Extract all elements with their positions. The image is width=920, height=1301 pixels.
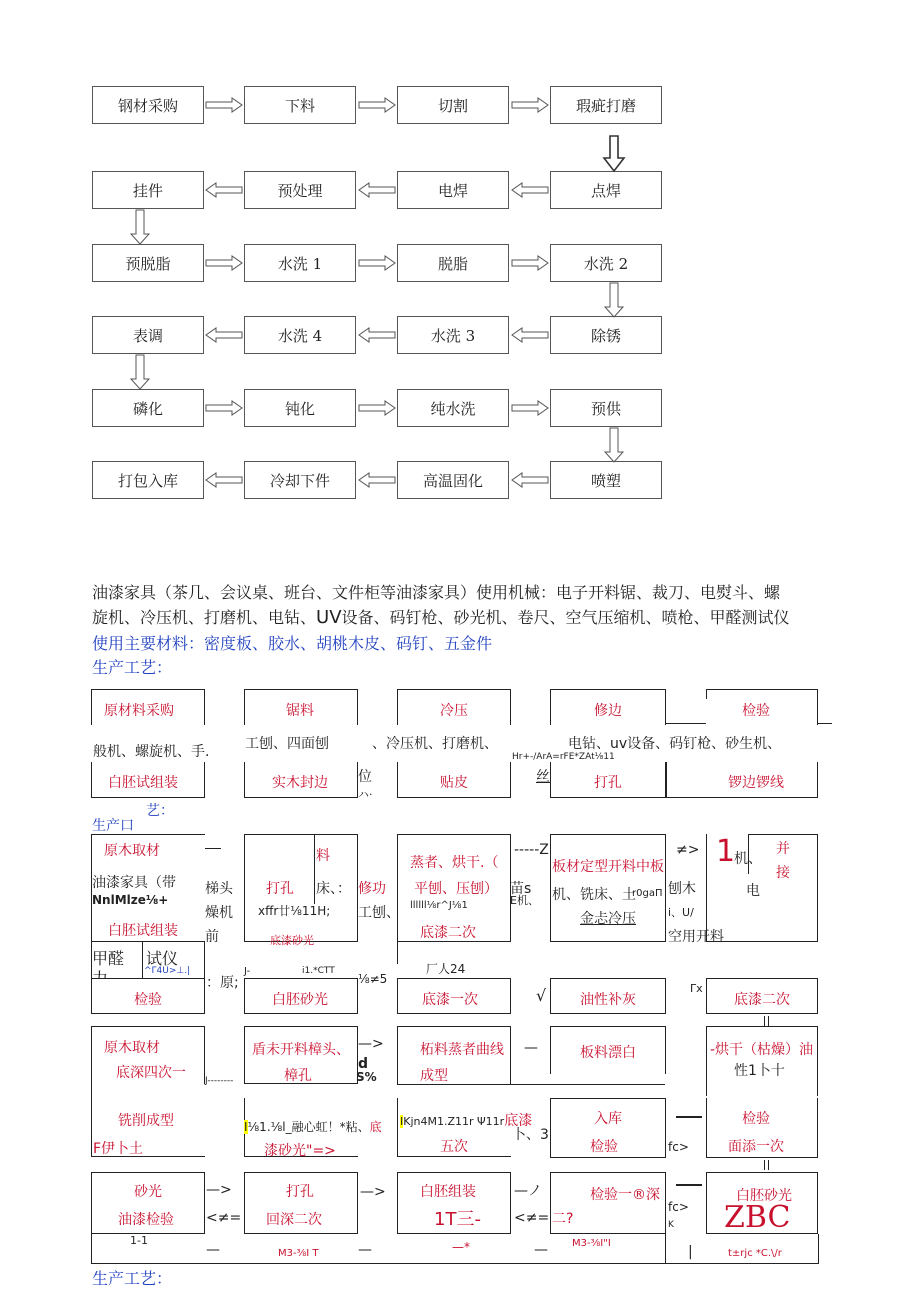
- r1b-text-4: Hr+-/ArA=rFE*ZAt⅛11: [512, 752, 615, 762]
- r6-c2: 五次: [440, 1139, 468, 1155]
- r5-m1: —>: [358, 1036, 384, 1052]
- step-high-temp-curing: 高温固化: [397, 461, 509, 499]
- step-pre-degreasing: 预脱脂: [92, 244, 204, 282]
- r3-h4: 空用开料: [668, 929, 724, 945]
- r5-d1: 板料漂白: [580, 1045, 636, 1061]
- r7-m7: K: [668, 1220, 674, 1230]
- r3-i1: 1: [716, 834, 736, 869]
- r5-e2: 性1卜十: [734, 1063, 785, 1079]
- flow-arrows: [0, 0, 920, 520]
- r6-a2: F伊卜土: [93, 1141, 144, 1157]
- r4-b3: i1.*CTT: [302, 966, 335, 976]
- step-wash-2: 水洗 2: [550, 244, 662, 282]
- step-blanking: 下料: [244, 86, 356, 124]
- r3-h3: i、U/: [668, 906, 694, 919]
- step-defect-grinding: 瑕疵打磨: [550, 86, 662, 124]
- step-pretreatment: 预处理: [244, 171, 356, 209]
- step-cool-unload: 冷却下件: [244, 461, 356, 499]
- r3-e2: 平刨、压刨）: [414, 881, 498, 897]
- r5-c2: 成型: [420, 1068, 448, 1084]
- r1-label-inspection: 检验: [742, 703, 770, 719]
- r4-sym-2: Γx: [690, 982, 703, 995]
- step-cutting: 切割: [397, 86, 509, 124]
- r7-m2: <≠=: [206, 1210, 242, 1226]
- r7-bottom-4: —*: [452, 1240, 470, 1254]
- r7-e2: ZBC: [724, 1200, 791, 1235]
- r7-m4: —ノ: [514, 1183, 542, 1199]
- r7-bottom-2: M3-⅜I T: [278, 1248, 319, 1259]
- r2-label-veneer: 贴皮: [440, 775, 468, 791]
- step-steel-purchase: 钢材采购: [92, 86, 204, 124]
- r2-label-edge-banding: 实木封边: [272, 775, 328, 791]
- r3-g1: 板材定型开料中板: [552, 859, 664, 875]
- r4-a3: 试仪: [146, 949, 179, 968]
- r7-e1: 白胚砂光: [736, 1188, 792, 1204]
- step-pack-storage: 打包入库: [92, 461, 204, 499]
- r6-m1: fc>: [668, 1140, 689, 1154]
- r2-label-drilling: 打孔: [594, 775, 622, 791]
- r2-label-white-assembly: 白胚试组装: [108, 775, 178, 791]
- r1-label-raw-purchase: 原材料采购: [104, 703, 174, 719]
- r7-a1: 砂光: [134, 1184, 162, 1200]
- r7-bottom-7: |: [688, 1244, 693, 1260]
- step-phosphating: 磷化: [92, 389, 204, 427]
- r1-label-sawing: 锯料: [286, 703, 314, 719]
- r3-dash: -----Z: [514, 842, 549, 858]
- r4-label-oil-putty: 油性补灰: [580, 992, 636, 1008]
- r3-e3: llllll⅛r^J⅛1: [410, 900, 468, 911]
- r5-m3: S%: [356, 1070, 377, 1084]
- r4-b1: ：原;: [206, 975, 239, 991]
- step-degreasing: 脱脂: [397, 244, 509, 282]
- r7-d2: 二?: [552, 1211, 574, 1227]
- r1-label-cold-press: 冷压: [440, 703, 468, 719]
- r3-g4: 金忐冷压: [580, 911, 636, 927]
- r3-c5: 底漆砂光: [270, 934, 314, 947]
- r6-e1: 检验: [742, 1111, 770, 1127]
- r4-label-primer-2: 底漆二次: [734, 992, 790, 1008]
- step-powder-spraying: 喷塑: [550, 461, 662, 499]
- materials-line: 使用主要材料：密度板、胶水、胡桃木皮、码钉、五金件: [92, 634, 493, 653]
- r4-b2: J-: [244, 966, 251, 977]
- r6-c: IKjn4M1.Z11r Ψ11r底漆: [400, 1113, 533, 1129]
- step-surface-conditioning: 表调: [92, 316, 204, 354]
- r3-d2: 工刨、: [358, 905, 400, 921]
- r3-b2: 燥机: [205, 905, 233, 921]
- r3-c3: 床、：: [316, 881, 351, 897]
- r5-b2: 樟孔: [284, 1068, 312, 1084]
- r4-b4: ⅛≠5: [358, 972, 388, 986]
- uv-label: UV: [316, 607, 342, 628]
- r5-a1: 原木取材: [104, 1040, 160, 1056]
- r3-c4: xffr廿⅛11H;: [258, 904, 331, 918]
- r6-b2: 漆砂光"=>: [264, 1143, 336, 1159]
- r7-m5: <≠=: [514, 1210, 550, 1226]
- r3-i3: 并: [776, 841, 790, 857]
- r2-misc-2: ハ·: [358, 788, 373, 801]
- machinery-line-1: 油漆家具（茶几、会议桌、班台、文件柜等油漆家具）使用机械：电子开料锯、裁刀、电熨斗、螺: [92, 583, 781, 602]
- r5-a2: 底深四次一: [116, 1065, 186, 1081]
- r4-label-inspection: 检验: [134, 992, 162, 1008]
- r3-g2: 机、铣床、土: [552, 887, 636, 903]
- step-spot-welding: 点焊: [550, 171, 662, 209]
- r6-c3: 卜、3: [512, 1127, 549, 1143]
- r7-bottom-0: 1-1: [130, 1234, 148, 1247]
- r7-bottom-6: M3-⅜I"I: [572, 1238, 611, 1249]
- r3-h1: ≠>: [676, 842, 700, 858]
- r4-a4: ^Γ4U>⊥.|: [144, 966, 191, 976]
- r7-bottom-5: —: [534, 1242, 548, 1258]
- r2-label-routing: 锣边锣线: [728, 775, 784, 791]
- r3-a4: 白胚试组装: [108, 923, 178, 939]
- r3-e1: 蒸者、烘干.（: [410, 855, 499, 871]
- r6-b: I⅛1.⅛l_融心虹！*粘、底: [244, 1120, 382, 1134]
- r3-f1: 苗s: [510, 881, 532, 897]
- step-electric-welding: 电焊: [397, 171, 509, 209]
- r1-label-trimming: 修边: [594, 703, 622, 719]
- step-wash-3: 水洗 3: [397, 316, 509, 354]
- r5-m2: d: [358, 1056, 369, 1072]
- r2-misc-3: 丝: [536, 769, 550, 785]
- r3-a2: 油漆家具（带: [92, 875, 176, 891]
- r7-d1: 检验一®深: [590, 1187, 660, 1203]
- step-rust-removal: 除锈: [550, 316, 662, 354]
- r6-d2: 检验: [590, 1139, 618, 1155]
- r6-a1: 铣削成型: [118, 1113, 174, 1129]
- r3-e4: 底漆二次: [420, 925, 476, 941]
- r7-bottom-8: t±rjc *C.\/r: [728, 1248, 782, 1259]
- r6-d1: 入库: [594, 1111, 622, 1127]
- r3-f2: E机、: [510, 894, 539, 907]
- r7-b2: 回深二次: [266, 1212, 322, 1228]
- r3-c1: 料: [316, 848, 330, 864]
- r2-misc-1: 位: [358, 769, 372, 785]
- r7-c2: 1T三-: [434, 1209, 481, 1230]
- r5-e1: -烘干（枯燥）油: [710, 1042, 814, 1058]
- label-art: 艺：: [146, 803, 174, 819]
- r4-label-primer-1: 底漆一次: [422, 992, 478, 1008]
- r1b-text-3: 、冷压机、打磨机、: [372, 736, 498, 752]
- r5-m4: J--------: [205, 1076, 234, 1086]
- r3-b1: 梯头: [205, 881, 233, 897]
- label-production: 生产口: [92, 818, 134, 834]
- r7-m1: —>: [206, 1182, 232, 1198]
- process-heading: 生产工艺：: [92, 658, 173, 677]
- r7-bottom-1: —: [206, 1242, 220, 1258]
- r3-d1: 修功: [358, 881, 386, 897]
- machinery-line-2: 旋机、冷压机、打磨机、电钻、UV设备、码钉枪、砂光机、卷尺、空气压缩机、喷枪、甲醛测试仪: [92, 607, 790, 628]
- r7-a2: 油漆检验: [118, 1212, 174, 1228]
- r1b-text-2: 工刨、四面刨: [245, 736, 329, 752]
- r3-a3: NnlMlze⅛+: [92, 893, 169, 907]
- step-wash-1: 水洗 1: [244, 244, 356, 282]
- r3-i2: 机、: [734, 851, 762, 867]
- r3-b3: 前: [205, 929, 219, 945]
- r3-g3: r0gaΠ: [632, 888, 663, 899]
- r5-b1: 盾未开料樟头、: [252, 1042, 350, 1058]
- step-wash-4: 水洗 4: [244, 316, 356, 354]
- r3-h2: 刨木: [668, 881, 696, 897]
- r1b-text-1: 般机、螺旋机、手.: [93, 744, 210, 760]
- r5-m5: —: [524, 1040, 538, 1056]
- step-passivation: 钝化: [244, 389, 356, 427]
- r4-label-white-sanding: 白胚砂光: [272, 992, 328, 1008]
- r7-b1: 打孔: [286, 1184, 314, 1200]
- process-heading-end: 生产工艺：: [92, 1269, 173, 1288]
- r3-i4: 接: [776, 865, 790, 881]
- r3-a1: 原木取材: [104, 843, 160, 859]
- r7-c1: 白胚组装: [420, 1184, 476, 1200]
- step-pre-supply: 预供: [550, 389, 662, 427]
- r6-e2: 面添一次: [728, 1139, 784, 1155]
- r7-m3: —>: [360, 1184, 386, 1200]
- r1b-text-5: 电钻、uv设备、码钉枪、砂生机、: [568, 736, 782, 752]
- step-hanging: 挂件: [92, 171, 204, 209]
- r7-m6: fc>: [668, 1200, 689, 1214]
- r5-c1: 柘料蒸者曲线: [420, 1042, 504, 1058]
- step-pure-water-wash: 纯水洗: [397, 389, 509, 427]
- r3-i5: 电: [746, 883, 760, 899]
- r4-a1: 甲醛: [92, 949, 125, 968]
- r3-c2: 打孔: [266, 881, 294, 897]
- r4-sym-1: √: [536, 986, 547, 1005]
- r4-b5: 厂人24: [426, 962, 466, 976]
- r7-bottom-3: —: [358, 1242, 372, 1258]
